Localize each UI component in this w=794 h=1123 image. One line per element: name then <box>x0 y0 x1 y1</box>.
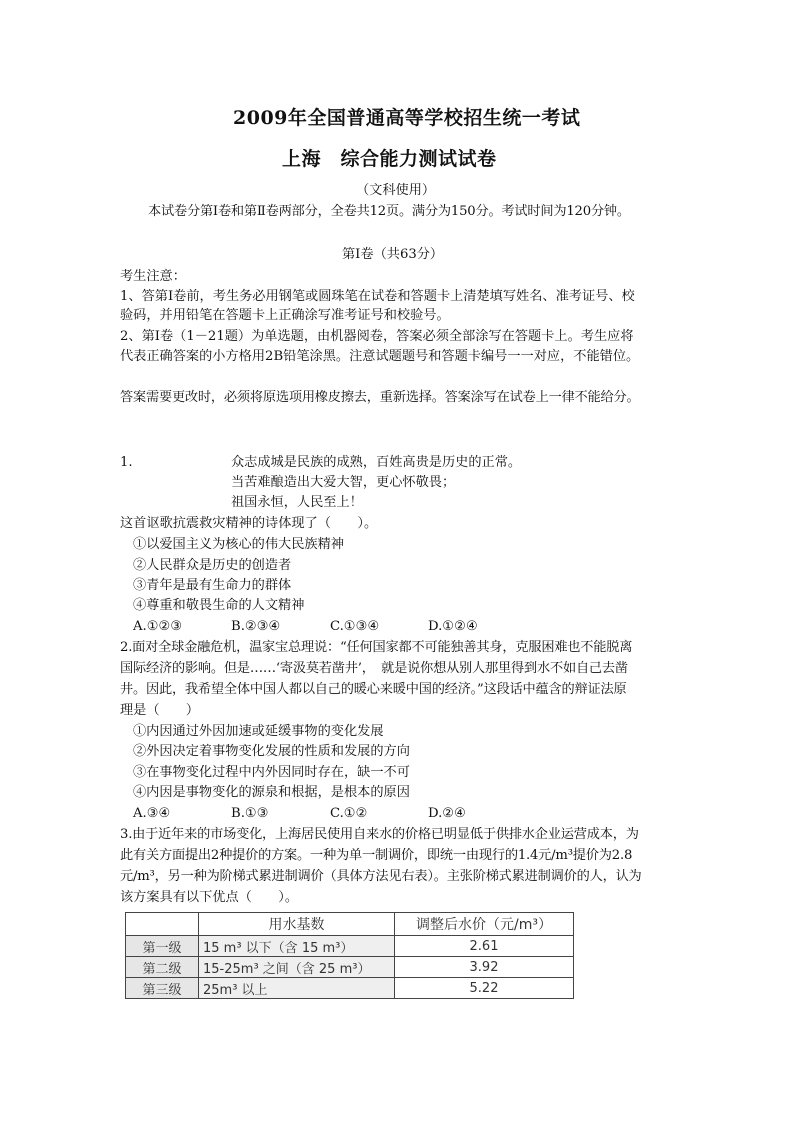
table-row <box>126 957 574 978</box>
question-number: 1. <box>120 455 133 470</box>
question-stem: 元/m³，另一种为阶梯式累进制调价（具体方法见右表）。主张阶梯式累进制调价的人，认为 <box>120 869 642 884</box>
option-a: A.①②③ <box>133 619 183 634</box>
question-item: ④内因是事物变化的源泉和根据，是根本的原因 <box>133 785 410 800</box>
tier-label: 第三级 <box>126 978 199 999</box>
table-row <box>126 936 574 957</box>
question-stem: 理是（ ） <box>120 703 200 718</box>
question-stem: 井。因此，我希望全体中国人都以自己的暖心来暖中国的经济。”这段话中蕴含的辩证法原 <box>120 682 627 697</box>
usage-range: 15-25m³ 之间（含 25 m³） <box>199 957 395 978</box>
option-b: B.②③④ <box>231 619 281 634</box>
usage-note: （文科使用） <box>356 183 436 198</box>
option-d: D.②④ <box>428 806 466 821</box>
exam-title: 2009年全国普通高等学校招生统一考试 <box>233 107 581 129</box>
question-item: ④尊重和敬畏生命的人文精神 <box>133 598 305 613</box>
notice-line: 答案需要更改时，必须将原选项用橡皮擦去，重新选择。答案涂写在试卷上一律不能给分。 <box>120 390 640 405</box>
usage-range: 15 m³ 以下（含 15 m³） <box>199 936 395 957</box>
poem-line: 祖国永恒，人民至上！ <box>231 495 363 510</box>
price-value: 5.22 <box>395 978 574 999</box>
notice-line: 代表正确答案的小方格用2B铅笔涂黑。注意试题题号和答题卡编号一一对应，不能错位。 <box>120 349 640 364</box>
section-title: 第Ⅰ卷（共63分） <box>342 247 444 262</box>
notice-line: 1、答第Ⅰ卷前，考生务必用钢笔或圆珠笔在试卷和答题卡上清楚填写姓名、准考证号、校 <box>120 289 635 304</box>
table-header-cell: 用水基数 <box>199 913 395 936</box>
tier-label: 第一级 <box>126 936 199 957</box>
table-header-cell <box>126 913 199 936</box>
table-row <box>126 978 574 999</box>
price-value: 3.92 <box>395 957 574 978</box>
exam-subtitle: 上海 综合能力测试试卷 <box>282 148 497 170</box>
usage-range: 25m³ 以上 <box>199 978 395 999</box>
question-item: ②人民群众是历史的创造者 <box>133 558 292 573</box>
question-item: ①内因通过外因加速或延缓事物的变化发展 <box>133 724 384 739</box>
option-c: C.①② <box>330 806 368 821</box>
poem-line: 当苦难酿造出大爱大智，更心怀敬畏； <box>231 475 456 490</box>
notice-line: 2、第Ⅰ卷（1－21题）为单选题，由机器阅卷，答案必须全部涂写在答题卡上。考生应将 <box>120 329 634 344</box>
poem-line: 众志成城是民族的成熟，百姓高贵是历史的正常。 <box>231 455 522 470</box>
question-stem: 3.由于近年来的市场变化，上海居民使用自来水的价格已明显低于供排水企业运营成本，为 <box>120 827 639 842</box>
question-stem: 这首讴歌抗震救灾精神的诗体现了（ ）。 <box>120 516 378 531</box>
question-item: ③青年是最有生命力的群体 <box>133 578 292 593</box>
notice-line: 验码，并用铅笔在答题卡上正确涂写准考证号和校验号。 <box>120 308 450 323</box>
question-stem: 国际经济的影响。但是……‘寄汲莫若凿井’， 就是说你想从别人那里得到水不如自己去凿 <box>120 661 628 676</box>
question-item: ③在事物变化过程中内外因同时存在，缺一不可 <box>133 765 410 780</box>
price-value: 2.61 <box>395 936 574 957</box>
question-stem: 该方案具有以下优点（ ）。 <box>120 890 299 905</box>
question-item: ①以爱国主义为核心的伟大民族精神 <box>133 537 344 552</box>
option-d: D.①②④ <box>428 619 478 634</box>
option-b: B.①③ <box>231 806 269 821</box>
option-a: A.③④ <box>133 806 171 821</box>
question-stem: 此有关方面提出2种提价的方案。一种为单一制调价，即统一由现行的1.4元/m³提价为2.8 <box>120 848 633 863</box>
exam-intro: 本试卷分第Ⅰ卷和第Ⅱ卷两部分，全卷共12页。满分为150分。考试时间为120分钟。 <box>148 204 630 219</box>
question-item: ②外因决定着事物变化发展的性质和发展的方向 <box>133 744 410 759</box>
notice-label: 考生注意： <box>120 269 186 284</box>
table-header-cell: 调整后水价（元/m³） <box>395 913 574 936</box>
question-stem: 2.面对全球金融危机，温家宝总理说：“任何国家都不可能独善其身，克服困难也不能脱离 <box>120 640 633 655</box>
option-c: C.①③④ <box>330 619 380 634</box>
tier-label: 第二级 <box>126 957 199 978</box>
water-price-table <box>125 912 574 999</box>
table-header-row <box>126 913 574 936</box>
